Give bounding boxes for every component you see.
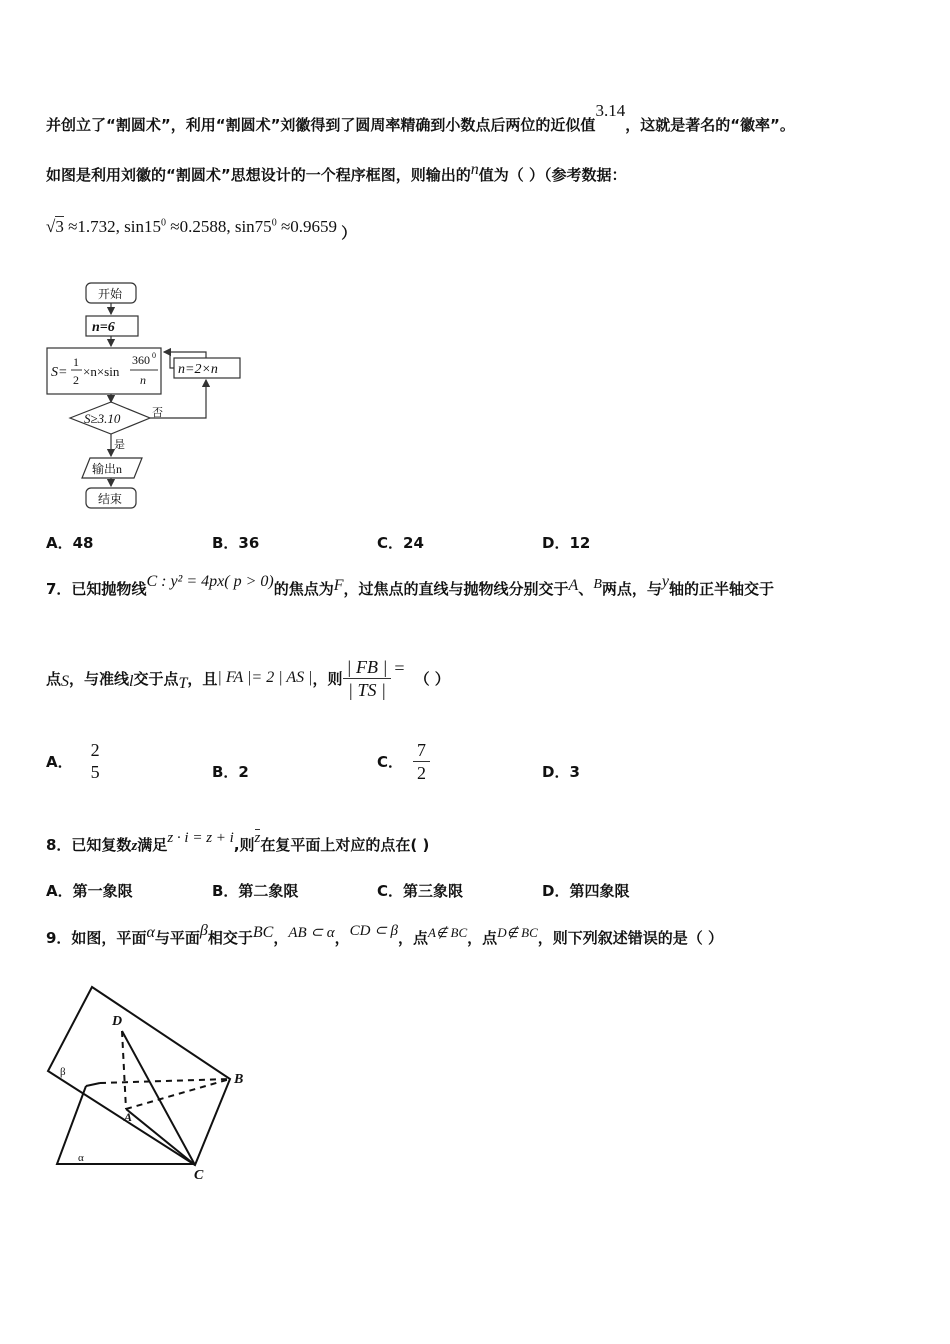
q7-line2-text-e: ，则 xyxy=(312,669,343,688)
q8-text-b: 满足 xyxy=(137,836,168,854)
q8-text-d: 在复平面上对应的点在( ) xyxy=(260,836,430,854)
q6-line2-text-a: 如图是利用刘徽的“割圆术”思想设计的一个程序框图，则输出的 xyxy=(46,166,471,184)
label-beta: β xyxy=(60,1066,66,1078)
q6-option-c[interactable]: C．24 xyxy=(377,534,424,552)
q8-text-a: 8．已知复数 xyxy=(46,836,132,854)
q6-ref-close: ） xyxy=(341,224,357,242)
flow-init-label: n=6 xyxy=(92,320,115,335)
q8-line xyxy=(46,830,430,855)
flow-calc-mid: ×n×sin xyxy=(83,364,120,379)
q6-ref-c: ≈0.9659 xyxy=(280,217,338,236)
q9-a-notin: A∉ BC xyxy=(428,925,468,940)
flow-calc-angle-den: n xyxy=(140,373,146,387)
q7-point-f: F xyxy=(333,577,344,594)
q8-equation: z · i = z + i xyxy=(167,830,234,846)
q9-c4: ，点 xyxy=(467,929,498,947)
flow-cond-label: S≥3.10 xyxy=(84,411,121,426)
q9-line xyxy=(46,922,723,948)
q7-point-a: A xyxy=(568,577,579,594)
q7-line1-text-e: 轴的正半轴交于 xyxy=(669,580,775,598)
label-c: C xyxy=(194,1168,204,1183)
q9-beta: β xyxy=(199,922,208,939)
q6-line1 xyxy=(46,101,795,135)
q7-option-a-label: A． xyxy=(46,752,73,771)
label-a: A xyxy=(124,1110,133,1124)
q6-option-d[interactable]: D．12 xyxy=(542,534,591,552)
q6-line1-text-b: ，这就是著名的“徽率”。 xyxy=(625,116,795,134)
line-dc xyxy=(122,1031,195,1165)
q9-c3: ，点 xyxy=(398,929,429,947)
q7-option-c-den: 2 xyxy=(417,762,427,783)
q8-z-conjugate: z xyxy=(254,830,261,846)
q8-option-d[interactable]: D．第四象限 xyxy=(542,882,630,900)
q7-point-b: B xyxy=(593,577,602,592)
q6-ref-deg-2: 0 xyxy=(271,217,277,229)
q6-line1-text-a: 并创立了“割圆术”，利用“割圆术”刘徽得到了圆周率精确到小数点后两位的近似值 xyxy=(46,116,596,134)
q7-option-b[interactable]: B．2 xyxy=(212,763,249,781)
q9-alpha: α xyxy=(146,924,155,941)
q7-sep: 、 xyxy=(578,580,594,598)
q7-line1-text-a: 7．已知抛物线 xyxy=(46,580,147,598)
q7-option-a[interactable] xyxy=(46,736,104,786)
flow-calc-s: S= xyxy=(51,365,68,380)
q6-ref-deg-1: 0 xyxy=(161,217,167,229)
q9-c2: ， xyxy=(334,929,350,947)
q8-option-a[interactable]: A．第一象限 xyxy=(46,882,133,900)
q6-ref-a: ≈1.732, sin15 xyxy=(68,217,162,236)
q6-line2-text-b: 值为（ ）（参考数据： xyxy=(478,166,627,184)
label-b: B xyxy=(234,1072,244,1087)
line-ac xyxy=(126,1109,195,1165)
q6-ref-sqrt: 3 xyxy=(55,217,64,236)
q7-option-a-fraction xyxy=(87,739,104,783)
line-da xyxy=(122,1031,126,1109)
flow-calc-angle-deg: 0 xyxy=(152,351,156,360)
q7-line1-text-c: ，过焦点的直线与抛物线分别交于 xyxy=(343,580,569,598)
q7-point-s: S xyxy=(61,673,70,690)
q7-line2-text-b: ，与准线 xyxy=(69,669,130,688)
q7-line1 xyxy=(46,573,775,599)
label-d: D xyxy=(112,1014,123,1029)
label-alpha: α xyxy=(78,1152,84,1164)
flow-no-label: 否 xyxy=(152,407,163,419)
q9-planes-figure xyxy=(40,975,270,1185)
q7-line1-text-d: 两点，与 xyxy=(601,580,662,598)
q7-option-d[interactable]: D．3 xyxy=(542,763,580,781)
q7-option-c-fraction xyxy=(413,739,430,784)
q7-option-a-num: 2 xyxy=(90,740,100,760)
flow-calc-frac-num: 1 xyxy=(73,355,79,369)
flow-output-label: 输出n xyxy=(92,462,123,476)
q9-bc: BC xyxy=(252,924,274,941)
q7-line1-text-b: 的焦点为 xyxy=(273,580,334,598)
q8-text-c: ,则 xyxy=(233,836,255,854)
q7-line2-text-c: 交于点 xyxy=(133,669,179,688)
flow-calc-angle-num: 360 xyxy=(132,353,150,367)
q7-ratio-fraction xyxy=(343,656,392,701)
q7-option-a-den: 5 xyxy=(90,762,100,782)
flow-yes-label: 是 xyxy=(114,439,125,451)
flow-calc-frac-den: 2 xyxy=(73,373,79,387)
q7-option-c-num: 7 xyxy=(413,739,430,762)
q6-ref-b: ≈0.2588, sin75 xyxy=(170,217,272,236)
q7-parabola-eq: C : y² = 4px( p > 0) xyxy=(146,573,274,590)
q7-directrix-l: l xyxy=(129,673,134,690)
q9-d-notin: D∉ BC xyxy=(497,925,538,940)
q9-text-b: 与平面 xyxy=(154,929,200,947)
q7-option-c-label: C． xyxy=(377,752,404,771)
q7-ratio-den: | TS | xyxy=(348,679,386,700)
q9-text-c: 相交于 xyxy=(207,929,253,947)
q7-condition: | FA |= 2 | AS | xyxy=(217,669,313,686)
q7-ratio-num: | FB | xyxy=(343,656,392,679)
q8-var-z: z xyxy=(131,838,138,854)
q9-c1: ， xyxy=(273,929,289,947)
q7-axis-y: y xyxy=(661,573,669,590)
sqrt-icon: √ xyxy=(46,217,56,236)
q6-line2 xyxy=(46,161,627,185)
q6-option-b[interactable]: B．36 xyxy=(212,534,260,552)
line-ab xyxy=(126,1079,230,1109)
q6-option-a[interactable]: A．48 xyxy=(46,534,94,552)
q7-line2-text-d: ，且 xyxy=(187,669,218,688)
plane-alpha-hidden-edge xyxy=(100,1079,230,1083)
plane-beta xyxy=(48,987,230,1165)
flow-start-label: 开始 xyxy=(98,287,123,301)
q7-line2-text-f: （ ） xyxy=(414,669,450,688)
q9-cd-in-beta: CD ⊂ β xyxy=(349,923,399,939)
q8-option-b[interactable]: B．第二象限 xyxy=(212,882,299,900)
q9-text-d: ，则下列叙述错误的是（ ） xyxy=(537,929,723,947)
q9-ab-in-alpha: AB ⊂ α xyxy=(288,925,335,941)
flow-end-label: 结束 xyxy=(98,492,123,506)
q6-line2-n: n xyxy=(470,161,479,178)
q7-line2-text-a: 点 xyxy=(46,669,62,688)
q6-line1-value: 3.14 xyxy=(595,101,626,120)
flow-update-label: n=2×n xyxy=(178,362,218,377)
q7-option-c[interactable] xyxy=(377,736,430,786)
q7-equals: = xyxy=(394,657,405,678)
q7-point-t: T xyxy=(178,675,188,692)
q6-reference-data xyxy=(46,216,357,242)
q9-text-a: 9．如图，平面 xyxy=(46,929,147,947)
q7-line2 xyxy=(46,652,450,704)
q6-flowchart xyxy=(40,278,300,518)
q8-option-c[interactable]: C．第三象限 xyxy=(377,882,464,900)
